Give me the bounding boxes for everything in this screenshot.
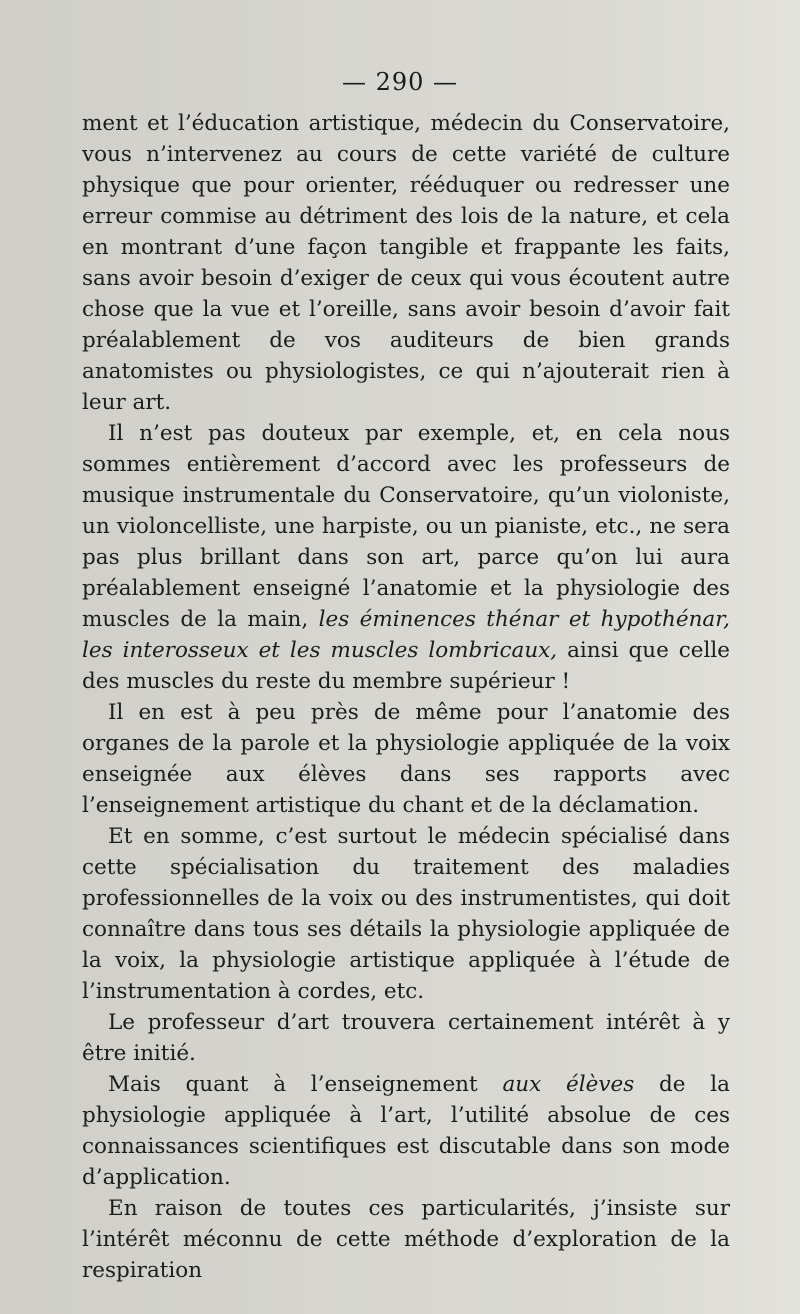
paragraph-text: Mais quant à l’enseignement: [108, 1072, 503, 1097]
paragraph-text: Il n’est pas douteux par exemple, et, en cela nous sommes entièrement d’accord avec les professeurs de musique instrumentale du Conservatoire, qu’un violoniste, un violoncelliste, une harpiste, ou un pianiste, etc., ne sera pas plus brillant dans son art, parce qu’on lui aura préalablement enseigné l’anatomie et la physiologie des muscles de la main,: [82, 421, 730, 632]
paragraph: [82, 697, 730, 821]
paragraph-text: Le professeur d’art trouvera certainement intérêt à y être initié.: [82, 1010, 730, 1066]
paragraph-text: En raison de toutes ces particularités, j’insiste sur l’intérêt méconnu de cette méthode d’exploration de la respiration: [82, 1196, 730, 1283]
paragraph-text: de la physiologie appliquée à l’art, l’utilité absolue de ces connaissances scientifiques est discutable dans son mode d’application.: [82, 1072, 730, 1190]
paragraph: [82, 418, 730, 697]
paragraph: [82, 821, 730, 1007]
paragraph: [82, 1193, 730, 1286]
body-text: [82, 108, 730, 1286]
paragraph: [82, 1069, 730, 1193]
paragraph: [82, 108, 730, 418]
paragraph-text: Et en somme, c’est surtout le médecin spécialisé dans cette spécialisation du traitement des maladies professionnelles de la voix ou des instrumentistes, qui doit connaître dans tous ses détails la physiologie appliquée de la voix, la physiologie artistique appliquée à l’étude de l’instrumentation à cordes, etc.: [82, 824, 730, 1004]
paragraph-text: ment et l’éducation artistique, médecin du Conservatoire, vous n’intervenez au cours de cette variété de culture physique que pour orienter, rééduquer ou redresser une erreur commise au détriment des lois de la nature, et cela en montrant d’une façon tangible et frappante les faits, sans avoir besoin d’exiger de ceux qui vous écoutent autre chose que la vue et l’oreille, sans avoir besoin d’avoir fait préalablement de vos auditeurs de bien grands anatomistes ou physiologistes, ce qui n’ajouterait rien à leur art.: [82, 111, 730, 415]
page-number: — 290 —: [341, 68, 459, 96]
paragraph-text: ainsi que celle des muscles du reste du membre supérieur !: [82, 638, 731, 694]
paragraph: [82, 1007, 730, 1069]
italic-text: les éminences thénar et hypothénar, les interosseux et les muscles lombricaux,: [82, 607, 730, 663]
italic-text: aux élèves: [502, 1072, 635, 1097]
paragraph-text: Il en est à peu près de même pour l’anatomie des organes de la parole et la physiologie appliquée de la voix enseignée aux élèves dans ses rapports avec l’enseignement artistique du chant et de la déclamation.: [82, 700, 730, 818]
